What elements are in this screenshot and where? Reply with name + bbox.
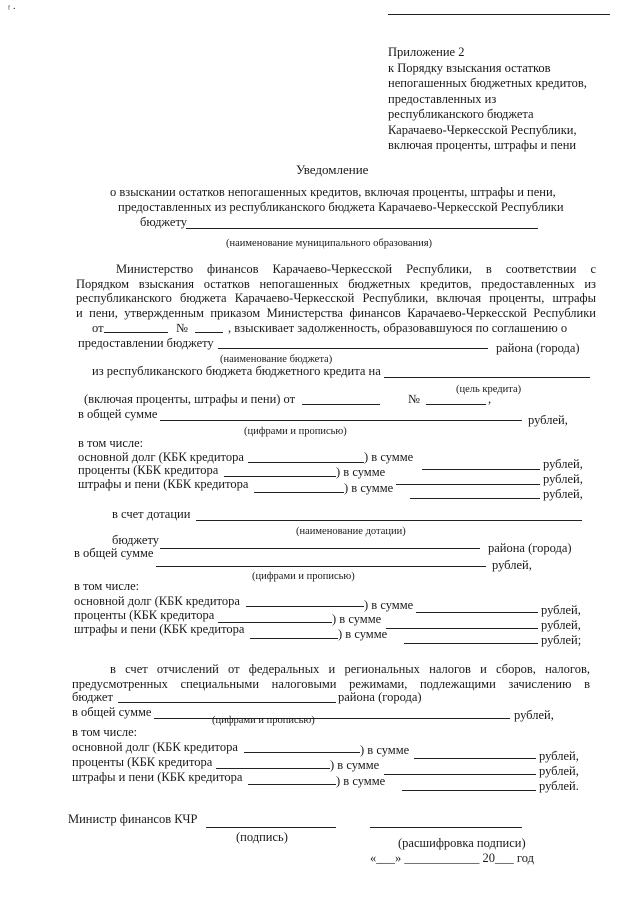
block2-rub1: рублей, <box>541 603 581 617</box>
block2-fines-sum: ) в сумме <box>338 627 388 641</box>
number-field <box>195 332 223 333</box>
block2-total-field <box>156 566 486 567</box>
block3-fines-sum: ) в сумме <box>336 774 386 788</box>
including-label: (включая проценты, штрафы и пени) от <box>84 392 296 406</box>
block3-interest-amount <box>384 774 536 775</box>
ot-label: от <box>92 321 104 335</box>
block3-line: предусмотренных специальными налоговыми режимами, подлежащими зачислению в <box>72 676 590 691</box>
signature-hint: (подпись) <box>236 830 288 844</box>
appendix-line: республиканского бюджета <box>388 107 534 121</box>
signature-field <box>206 827 336 828</box>
subtitle-line-2: предоставленных из республиканского бюджета Карачаево-Черкесской Республики <box>118 200 564 214</box>
block3-interest-sum: ) в сумме <box>330 758 380 772</box>
block3-amount-hint: (цифрами и прописью) <box>212 715 315 726</box>
intro-line: Порядком взыскания остатков непогашенных бюджетных кредитов, предоставленных из <box>76 276 596 291</box>
block3-fines-amount <box>402 790 536 791</box>
block1-interest-sum: ) в сумме <box>336 465 386 479</box>
block3-total: в общей сумме <box>72 705 152 719</box>
date-field <box>104 332 168 333</box>
appendix-line: к Порядку взыскания остатков <box>388 60 551 75</box>
appendix-line: Карачаево-Черкесской Республики, <box>388 122 577 137</box>
decoding-field <box>370 827 522 828</box>
intro-line: и пени, утвержденным приказом Министерства финансов Карачаево-Черкесской Республики <box>76 305 596 320</box>
block2-fines-amount <box>404 643 538 644</box>
block3-paragraph <box>72 662 590 691</box>
block1-rub3: рублей, <box>543 487 583 501</box>
block3-including: в том числе: <box>72 725 138 739</box>
appendix-header <box>388 45 587 154</box>
appendix-line: включая проценты, штрафы и пени <box>388 138 577 152</box>
block1-fines-amount <box>410 498 540 499</box>
block2-total: в общей сумме <box>74 546 154 560</box>
block2-rub3: рублей; <box>541 633 582 647</box>
minister-label: Министр финансов КЧР <box>68 812 198 826</box>
block2-fines: штрафы и пени (КБК кредитора <box>74 622 245 636</box>
ot-tail: , взыскивает задолженность, образовавшуюся по соглашению о <box>228 321 568 335</box>
appendix-line: Приложение 2 <box>388 45 465 59</box>
block3-rubles: рублей, <box>514 708 554 722</box>
appendix-line: непогашенных бюджетных кредитов, <box>388 76 587 90</box>
appendix-line: предоставленных из <box>388 91 497 106</box>
block1-principal-sum: ) в сумме <box>364 450 414 464</box>
block3-principal-kbk <box>244 752 360 753</box>
block1-principal: основной долг (КБК кредитора <box>78 450 244 464</box>
document-title: Уведомление <box>296 162 369 177</box>
block2-budget-field <box>160 548 480 549</box>
block3-budget: бюджет <box>72 690 113 704</box>
block2-principal-amount <box>416 612 538 613</box>
block2-interest: проценты (КБК кредитора <box>74 608 215 622</box>
block1-rub1: рублей, <box>543 457 583 471</box>
block2-interest-amount <box>386 628 538 629</box>
intro-line: Министерство финансов Карачаево-Черкесской Республики, в соответствии с <box>116 262 596 276</box>
block3-rub3: рублей. <box>539 779 579 793</box>
block1-principal-kbk <box>248 462 364 463</box>
block3-budget-field <box>118 702 336 703</box>
decoding-hint: (расшифровка подписи) <box>398 836 526 850</box>
budget-hint: (наименование бюджета) <box>220 354 333 365</box>
block1-interest: проценты (КБК кредитора <box>78 463 219 477</box>
block2-principal-sum: ) в сумме <box>364 598 414 612</box>
from-budget-label: из республиканского бюджета бюджетного кредита на <box>92 364 381 378</box>
subtitle-line-3: бюджету <box>140 215 187 229</box>
intro-line: республиканского бюджета Карачаево-Черкесской Республики, включая проценты, штрафы <box>76 291 596 306</box>
block1-fines: штрафы и пени (КБК кредитора <box>78 477 249 491</box>
district-label: района (города) <box>496 341 580 355</box>
block1-interest-amount <box>396 484 540 485</box>
budget-field <box>218 348 488 349</box>
block2-rubles: рублей, <box>492 558 532 572</box>
intro-paragraph <box>76 262 596 320</box>
block2-principal-kbk <box>246 606 364 607</box>
corner-mark: ᶠ · <box>8 4 16 15</box>
municipality-hint: (наименование муниципального образования) <box>226 238 433 249</box>
block2-including: в том числе: <box>74 579 140 593</box>
block2-interest-sum: ) в сумме <box>332 612 382 626</box>
block2-district: района (города) <box>488 541 572 555</box>
date-line: «___» ____________ 20___ год <box>370 851 534 865</box>
block3-line: в счет отчислений от федеральных и региональных налогов и сборов, налогов, <box>110 662 590 676</box>
block3-rub1: рублей, <box>539 749 579 763</box>
block3-total-field <box>154 718 510 719</box>
block3-fines-kbk <box>248 784 336 785</box>
block3-district: района (города) <box>338 690 422 704</box>
provided-label: предоставлении бюджету <box>78 336 214 350</box>
comma: , <box>488 392 492 406</box>
purpose-hint: (цель кредита) <box>456 384 522 395</box>
block3-interest: проценты (КБК кредитора <box>72 755 213 769</box>
block3-interest-kbk <box>216 768 330 769</box>
total-label: в общей сумме <box>78 407 158 421</box>
block1-including: в том числе: <box>78 436 144 450</box>
block1-rub2: рублей, <box>543 472 583 486</box>
grant-name-field <box>196 520 582 521</box>
number-sign: № <box>176 321 188 335</box>
agreement-date-field <box>302 404 380 405</box>
subtitle-line-1: о взыскании остатков непогашенных кредитов, включая проценты, штрафы и пени, <box>110 185 556 199</box>
block2-fines-kbk <box>250 638 338 639</box>
block2-rub2: рублей, <box>541 618 581 632</box>
block1-principal-amount <box>422 469 540 470</box>
block1-fines-kbk <box>254 492 344 493</box>
block2-budget: бюджету <box>112 533 159 547</box>
total-amount-field <box>160 420 522 421</box>
block1-fines-sum: ) в сумме <box>344 481 394 495</box>
municipality-field <box>186 228 538 229</box>
block2-amount-hint: (цифрами и прописью) <box>252 571 355 582</box>
purpose-field <box>384 377 590 378</box>
agreement-number-field <box>426 404 486 405</box>
rubles-label: рублей, <box>528 413 568 427</box>
block3-principal-sum: ) в сумме <box>360 743 410 757</box>
number-sign-2: № <box>408 392 420 406</box>
grant-hint: (наименование дотации) <box>296 526 406 537</box>
block3-fines: штрафы и пени (КБК кредитора <box>72 770 243 784</box>
block2-principal: основной долг (КБК кредитора <box>74 594 240 608</box>
block3-rub2: рублей, <box>539 764 579 778</box>
block3-principal-amount <box>414 758 536 759</box>
amount-hint: (цифрами и прописью) <box>244 426 347 437</box>
block3-principal: основной долг (КБК кредитора <box>72 740 238 754</box>
block2-against: в счет дотации <box>112 507 191 521</box>
top-rule <box>388 14 610 15</box>
